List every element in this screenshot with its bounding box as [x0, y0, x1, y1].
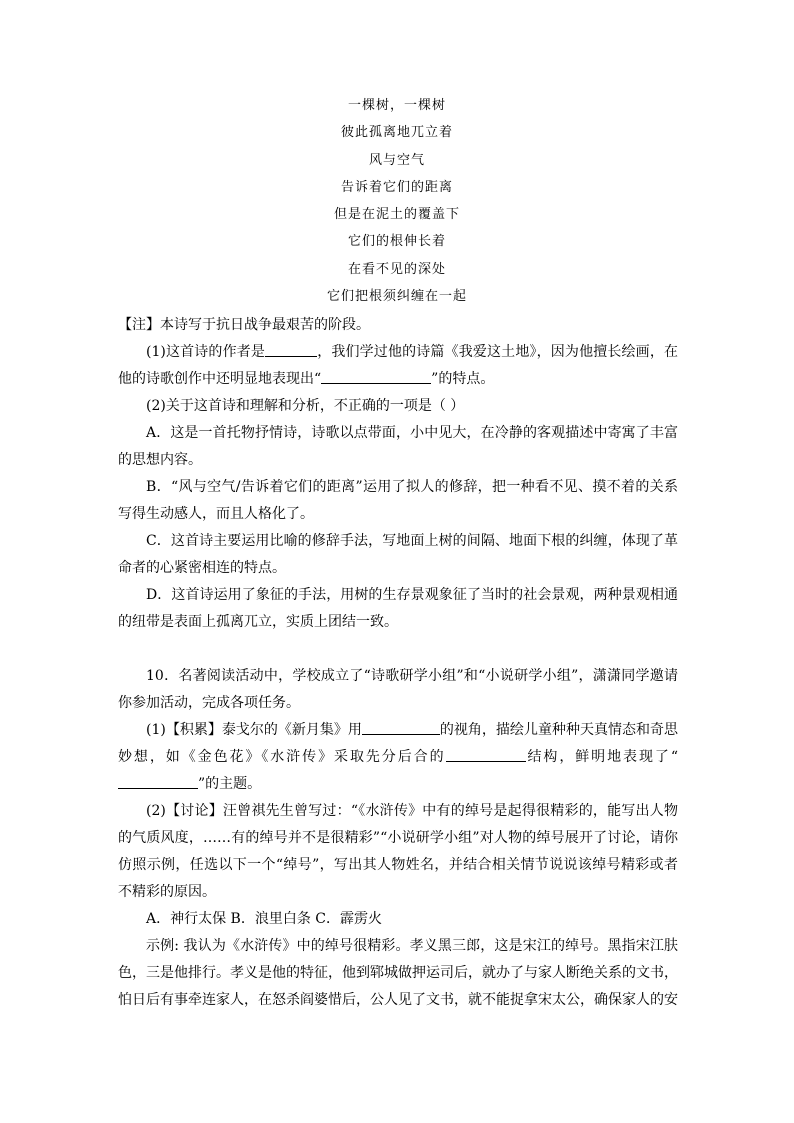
q10-1-text-b: 的视角，描绘儿童种种天真情态和奇思妙想，如《金色花》《水浒传》采取先分后合的 [118, 722, 678, 765]
q10-1-text-d: ”的主题。 [198, 776, 262, 792]
nickname-options: A．神行太保 B．浪里白条 C．霹雳火 [146, 911, 383, 927]
q1-text-b: ，我们学过他的诗篇《我爱这土地》，因为他擅长绘画，在他的诗歌创作中还明显地表现出“ [118, 344, 678, 387]
option-b: B．“风与空气/告诉着它们的距离”运用了拟人的修辞，把一种看不见、摸不着的关系写得生动感人，而且人格化了。 [118, 479, 678, 522]
poem-note: 【注】本诗写于抗日战争最艰苦的阶段。 [118, 317, 370, 333]
poem-line: 风与空气 [368, 152, 425, 168]
q10-1-text-c: 结构，鲜明地表现了“ [525, 749, 678, 765]
poem-line: 它们把根须纠缠在一起 [326, 289, 467, 305]
poem-line: 在看不见的深处 [347, 261, 446, 277]
question-2-stem: (2)关于这首诗和理解和分析，不正确的一项是（ ） [146, 398, 465, 414]
spacer [118, 636, 678, 663]
option-a: A．这是一首托物抒情诗，诗歌以点带面，小中见大，在冷静的客观描述中寄寓了丰富的思想内容。 [118, 425, 678, 468]
poem-line: 一棵树，一棵树 [347, 98, 446, 113]
answer-blank[interactable] [118, 773, 198, 789]
answer-blank[interactable] [446, 746, 526, 762]
poem [0, 95, 794, 313]
answer-blank[interactable] [265, 341, 317, 357]
poem-line: 彼此孤离地兀立着 [340, 125, 453, 141]
question-10-2: (2)【讨论】汪曾祺先生曾写过：“《水浒传》中有的绰号是起得很精彩的，能写出人物的气质风度，……有的绰号并不是很精彩”“小说研学小组”对人物的绰号展开了讨论，请你仿照示例，任选以下一个“绰号”，写出其人物姓名，并结合相关情节说说该绰号精彩或者不精彩的原因。 [118, 803, 678, 900]
question-10-intro: 10．名著阅读活动中，学校成立了“诗歌研学小组”和“小说研学小组”，潇潇同学邀请你参加活动，完成各项任务。 [118, 668, 678, 711]
question-1 [118, 339, 678, 393]
poem-line: 但是在泥土的覆盖下 [333, 207, 460, 223]
poem-line: 它们的根伸长着 [347, 234, 446, 250]
question-10-1 [118, 717, 678, 798]
poem-line: 告诉着它们的距离 [340, 179, 453, 195]
option-c: C．这首诗主要运用比喻的修辞手法，写地面上树的间隔、地面下根的纠缠，体现了革命者的心紧密相连的特点。 [118, 533, 678, 576]
example-answer: 示例: 我认为《水浒传》中的绰号很精彩。孝义黑三郎，这是宋江的绰号。黑指宋江肤色，三是他排行。孝义是他的特征，他到郓城做押运司后，就办了与家人断绝关系的文书，怕日后有事牵连家人，在怒杀阎婆惜后，公人见了文书，就不能捉拿宋太公，确保家人的安 [118, 938, 678, 1008]
option-d: D．这首诗运用了象征的手法，用树的生存景观象征了当时的社会景观，两种景观相通的纽带是表面上孤离兀立，实质上团结一致。 [118, 587, 678, 630]
answer-blank[interactable] [321, 368, 431, 384]
q1-text-a: (1)这首诗的作者是 [146, 344, 266, 360]
question-text [118, 312, 678, 1014]
answer-blank[interactable] [362, 719, 440, 735]
q10-1-text-a: (1)【积累】泰戈尔的《新月集》用 [146, 722, 362, 738]
q1-text-c: ”的特点。 [431, 371, 495, 387]
